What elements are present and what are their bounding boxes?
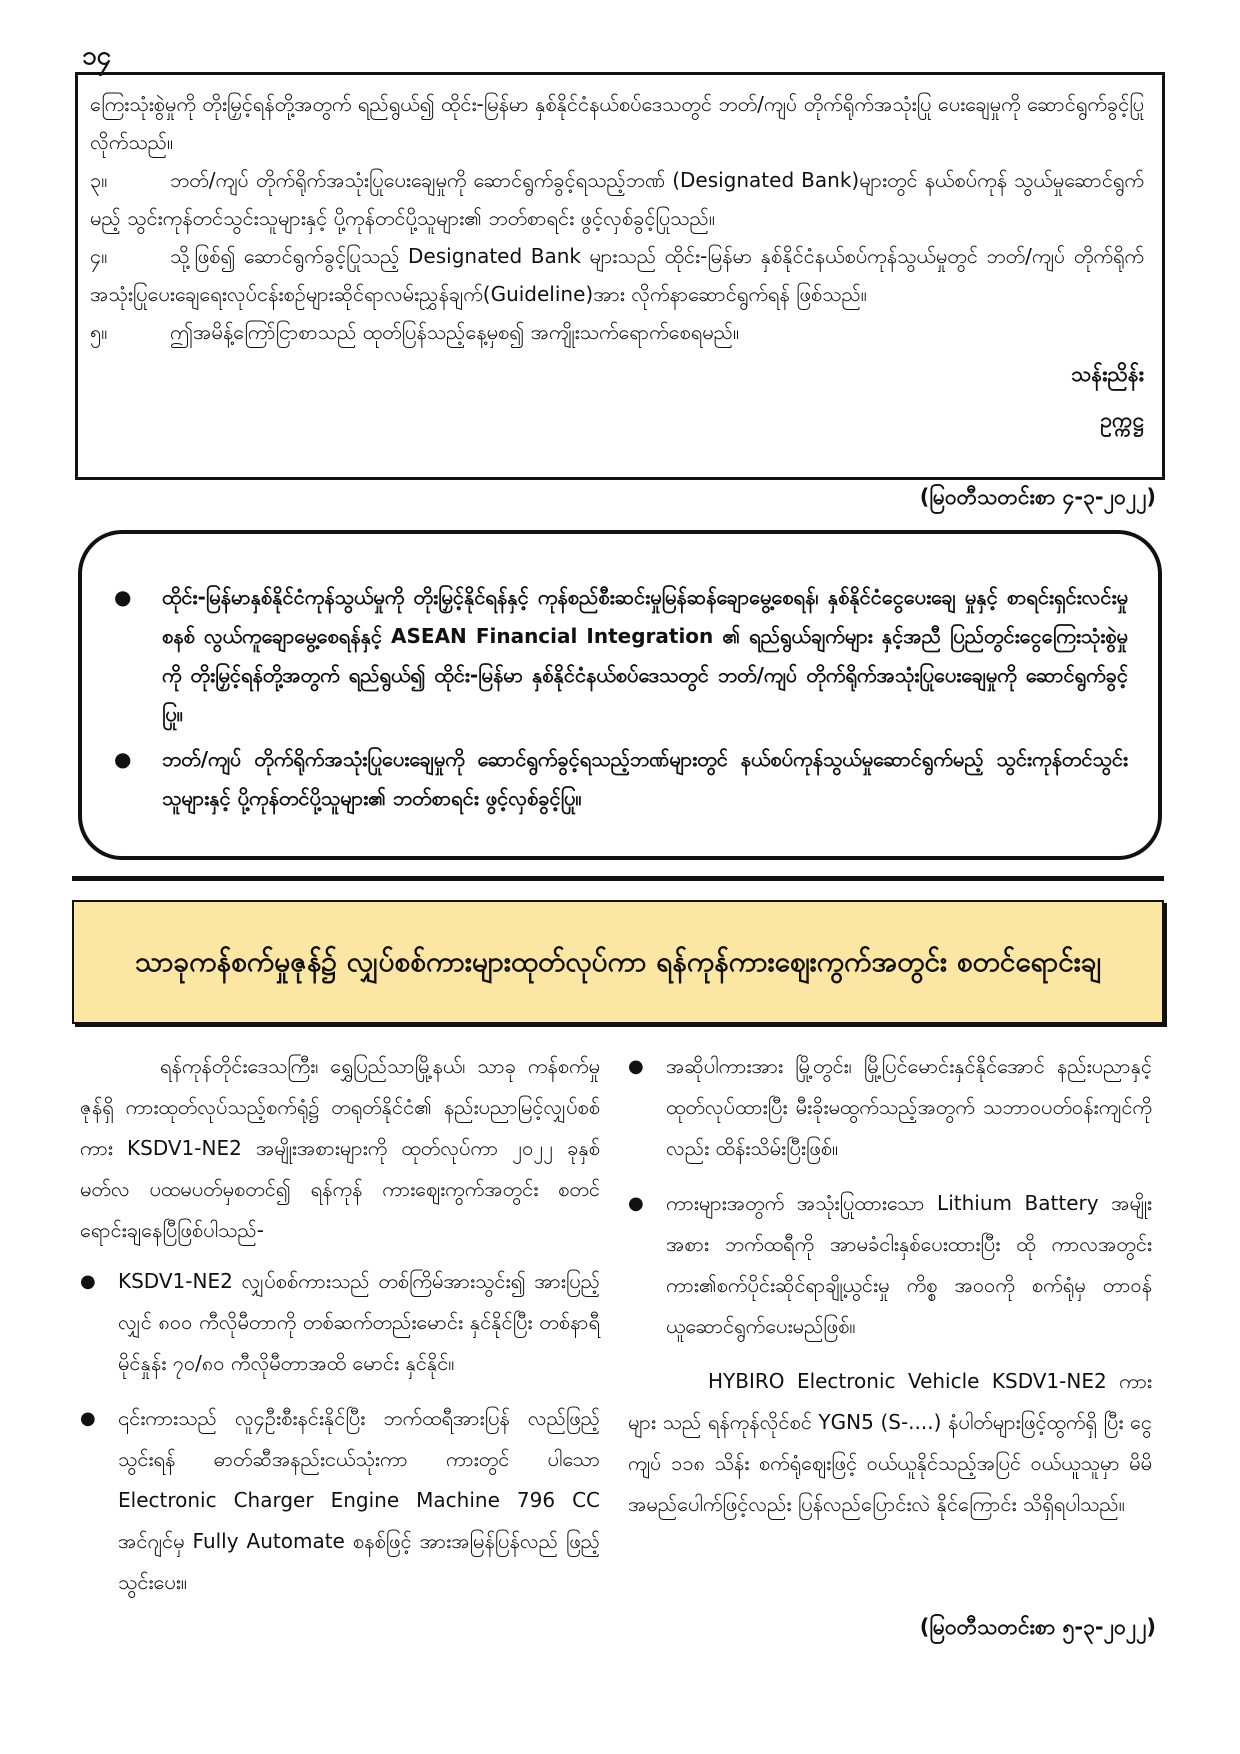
summary-list [114,578,1128,818]
notice-paragraph-text: ကြေးသုံးစွဲမှုကို တိုးမြှင့်ရန်တို့အတွက် ရည်ရွယ်၍ ထိုင်း-မြန်မာ နှစ်နိုင်ငံနယ်စပ်ဒေသတွင် ဘတ်/ကျပ် တိုက်ရိုက်အသုံးပြု ပေးချေမှုကို ဆောင်ရွက်ခွင့်ပြုလိုက်သည်။ [90,92,1144,154]
summary-bullet: ● ဘတ်/ကျပ် တိုက်ရိုက်အသုံးပြုပေးချေမှုကို ဆောင်ရွက်ခွင့်ရသည့်ဘဏ်များတွင် နယ်စပ်ကုန်သွယ်မှုဆောင်ရွက်မည့် သွင်းကုန်တင်သွင်းသူများနှင့် ပို့ကုန်တင်ပို့သူများ၏ ဘတ်စာရင်း ဖွင့်လှစ်ခွင့်ပြု။ [114,740,1128,818]
article-headline: သာခုကန်စက်မှုဇုန်၌ လျှပ်စစ်ကားများထုတ်လုပ်ကာ ရန်ကုန်ကားဈေးကွက်အတွင်း စတင်ရောင်းချ [134,945,1102,978]
signature-title: ဥက္ကဋ္ဌ [1100,408,1144,432]
paragraph-number: ၄။ [90,244,108,268]
notice-paragraph [90,85,1144,161]
section-divider [72,876,1164,881]
article-bullet: ● KSDV1-NE2 လျှပ်စစ်ကားသည် တစ်ကြိမ်အားသွင်း၍ အားပြည့်လျှင် ၈၀၀ ကီလိုမီတာကို တစ်ဆက်တည်းမောင်း နှင်နိုင်ပြီး တစ်နာရီမိုင်နှုန်း ၇၀/၈၀ ကီလိုမီတာအထိ မောင်း နှင်နိုင်။ [80,1261,600,1384]
page-number: ၁၄ [82,41,112,71]
notice-paragraph [90,161,1144,237]
notice-paragraph-text: ဘတ်/ကျပ် တိုက်ရိုက်အသုံးပြုပေးချေမှုကို ဆောင်ရွက်ခွင့်ရသည့်ဘဏ် (Designated Bank)များတွင် နယ်စပ်ကုန် သွယ်မှုဆောင်ရွက်မည့် သွင်းကုန်တင်သွင်းသူများနှင့် ပို့ကုန်တင်ပို့သူများ၏ ဘတ်စာရင်း ဖွင့်လှစ်ခွင့်ပြုသည်။ [90,168,1144,230]
notice-box [75,72,1165,480]
paragraph-number: ၅။ [90,320,108,344]
article-intro: ရန်ကုန်တိုင်းဒေသကြီး၊ ရွှေပြည်သာမြို့နယ်၊ သာခု ကန်စက်မှုဇုန်ရှိ ကားထုတ်လုပ်သည့်စက်ရုံ၌ တရုတ်နိုင်ငံ၏ နည်းပညာမြင့်လျှပ်စစ်ကား KSDV1-NE2 အမျိုးအစားများကို ထုတ်လုပ်ကာ ၂၀၂၂ ခုနှစ် မတ်လ ပထမပတ်မှစတင်၍ ရန်ကုန် ကားဈေးကွက်အတွင်း စတင်ရောင်းချနေပြီဖြစ်ပါသည်- [80,1054,600,1242]
article-bullet: ● ကားများအတွက် အသုံးပြုထားသော Lithium Battery အမျိုးအစား ဘက်ထရီကို အာမခံငါးနှစ်ပေးထားပြီး ထို ကာလအတွင်း ကား၏စက်ပိုင်းဆိုင်ရာချို့ယွင်းမှု ကိစ္စ အဝဝကို စက်ရုံမှ တာဝန်ယူဆောင်ရွက်ပေးမည်ဖြစ်။ [628,1183,1152,1347]
summary-box [78,530,1162,860]
notice-paragraph [90,237,1144,313]
article-column-left [80,1046,600,1617]
signature-name: သန်းညိန်း [1070,362,1144,386]
headline-box [72,900,1164,1024]
article-closing: HYBIRO Electronic Vehicle KSDV1-NE2 ကားများ သည် ရန်ကုန်လိုင်စင် YGN5 (S-....) နံပါတ်များဖြင့်ထွက်ရှိ ပြီး ငွေကျပ် ၁၁၈ သိန်း စက်ရုံဈေးဖြင့် ဝယ်ယူနိုင်သည့်အပြင် ဝယ်ယူသူမှာ မိမိအမည်ပေါက်ဖြင့်လည်း ပြန်လည်ပြောင်းလဲ နိုင်ကြောင်း သိရှိရပါသည်။ [628,1369,1152,1516]
notice-paragraph-text: သို့ဖြစ်၍ ဆောင်ရွက်ခွင့်ပြုသည့် Designated Bank များသည် ထိုင်း-မြန်မာ နှစ်နိုင်ငံနယ်စပ်ကုန်သွယ်မှုတွင် ဘတ်/ကျပ် တိုက်ရိုက်အသုံးပြုပေးချေရေးလုပ်ငန်းစဉ်များဆိုင်ရာလမ်းညွှန်ချက်(Guideline)အား လိုက်နာဆောင်ရွက်ရန် ဖြစ်သည်။ [90,244,1144,306]
source-citation: (မြဝတီသတင်းစာ ၄-၃-၂၀၂၂) [919,485,1156,509]
notice-paragraph [90,313,1144,351]
paragraph-number: ၃။ [90,168,108,192]
article-bullet: ● အဆိုပါကားအား မြို့တွင်း၊ မြို့ပြင်မောင်းနှင်နိုင်အောင် နည်းပညာနှင့်ထုတ်လုပ်ထားပြီး မီးခိုးမထွက်သည့်အတွက် သဘာဝပတ်ဝန်းကျင်ကိုလည်း ထိန်းသိမ်းပြီးဖြစ်။ [628,1046,1152,1169]
article-bullet-list [80,1261,600,1603]
article-bullet: ● ၎င်းကားသည် လူ၄ဦးစီးနင်းနိုင်ပြီး ဘက်ထရီအားပြန် လည်ဖြည့်သွင်းရန် ဓာတ်ဆီအနည်းငယ်သုံးကာ ကားတွင် ပါသော Electronic Charger Engine Machine 796 CC အင်ဂျင်မှ Fully Automate စနစ်ဖြင့် အားအမြန်ပြန်လည် ဖြည့်သွင်းပေး။ [80,1398,600,1603]
summary-bullet: ● ထိုင်း-မြန်မာနှစ်နိုင်ငံကုန်သွယ်မှုကို တိုးမြှင့်နိုင်ရန်နှင့် ကုန်စည်စီးဆင်းမှုမြန်ဆန်ချောမွေ့စေရန်၊ နှစ်နိုင်ငံငွေပေးချေ မှုနှင့် စာရင်းရှင်းလင်းမှုစနစ် လွယ်ကူချောမွေ့စေရန်နှင့် ASEAN Financial Integration ၏ ရည်ရွယ်ချက်များ နှင့်အညီ ပြည်တွင်းငွေကြေးသုံးစွဲမှုကို တိုးမြှင့်ရန်တို့အတွက် ရည်ရွယ်၍ ထိုင်း-မြန်မာ နှစ်နိုင်ငံနယ်စပ်ဒေသတွင် ဘတ်/ကျပ် တိုက်ရိုက်အသုံးပြုပေးချေမှုကို ဆောင်ရွက်ခွင့်ပြု။ [114,578,1128,734]
article-column-right [628,1046,1152,1531]
notice-paragraph-text: ဤအမိန့်ကြော်ငြာစာသည် ထုတ်ပြန်သည့်နေ့မှစ၍ အကျိုးသက်ရောက်စေရမည်။ [170,320,740,344]
source-citation: (မြဝတီသတင်းစာ ၅-၃-၂၀၂၂) [919,1615,1156,1639]
article-bullet-list [628,1046,1152,1347]
